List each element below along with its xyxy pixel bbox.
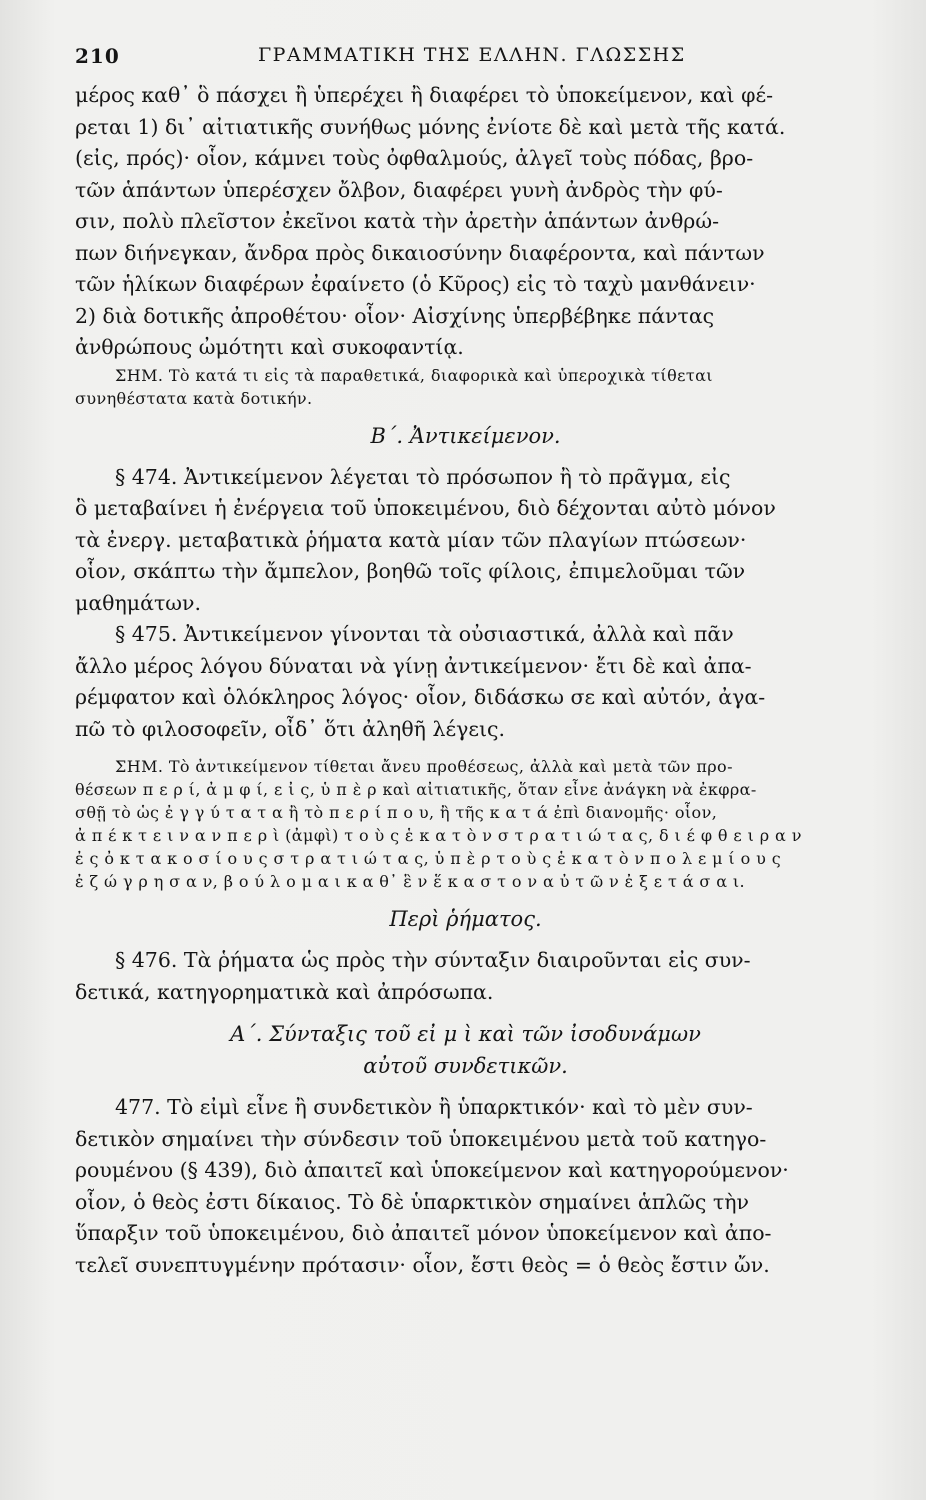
text-line: ὕπαρξιν τοῦ ὑποκειμένου, διὸ ἀπαιτεῖ μόνον ὑποκείμενον καὶ ἀπο- xyxy=(75,1221,772,1245)
note-block xyxy=(75,364,856,410)
text-line: πῶ τὸ φιλοσοφεῖν, οἶδ᾽ ὅτι ἀληθῆ λέγεις. xyxy=(75,716,505,741)
text-line: δετικὸν σημαίνει τὴν σύνδεσιν τοῦ ὑποκειμένου μετὰ τοῦ κατηγο- xyxy=(75,1126,767,1151)
text-line: 477. Τὸ εἰμὶ εἶνε ἢ συνδετικὸν ἢ ὑπαρκτικόν· καὶ τὸ μὲν συν- xyxy=(115,1095,753,1119)
text-line: τῶν ἁπάντων ὑπερέσχεν ὄλβον, διαφέρει γυνὴ ἀνδρὸς τὴν φύ- xyxy=(75,177,723,202)
text-line: ρέμφατον καὶ ὁλόκληρος λόγος· οἷον, διδάσκω σε καὶ αὐτόν, ἀγα- xyxy=(75,685,766,709)
note-line: ἀ π έ κ τ ε ι ν α ν π ε ρ ὶ (ἀμφὶ) τ ο ὺ ς ἑ κ α τ ὸ ν σ τ ρ α τ ι ώ τ α ς, δ ι έ φ θ ε ι ρ α ν xyxy=(75,826,802,845)
text-line: § 475. Ἀντικείμενον γίνονται τὰ οὐσιαστικά, ἀλλὰ καὶ πᾶν xyxy=(115,622,734,646)
subsection-heading: αὐτοῦ συνδετικῶν. xyxy=(363,1054,568,1078)
section-heading: Β΄. Ἀντικείμενον. xyxy=(370,423,561,448)
text-line: οἷον, σκάπτω τὴν ἄμπελον, βοηθῶ τοῖς φίλοις, ἐπιμελοῦμαι τῶν xyxy=(75,559,746,583)
text-line: ἀνθρώπους ὠμότητι καὶ συκοφαντίᾳ. xyxy=(75,335,464,359)
note-line: ΣΗΜ. Τὸ κατά τι εἰς τὰ παραθετικά, διαφορικὰ καὶ ὑπεροχικὰ τίθεται xyxy=(115,365,713,385)
paragraph-477 xyxy=(75,1092,856,1281)
text-line: ρουμένου (§ 439), διὸ ἀπαιτεῖ καὶ ὑποκείμενον καὶ κατηγορούμενον· xyxy=(75,1158,789,1182)
text-line: μέρος καθ᾽ ὃ πάσχει ἢ ὑπερέχει ἢ διαφέρει τὸ ὑποκείμενον, καὶ φέ- xyxy=(75,83,774,107)
running-head xyxy=(75,40,856,80)
text-line: 2) διὰ δοτικῆς ἀπροθέτου· οἷον· Αἰσχίνης ὑπερβέβηκε πάντας xyxy=(75,303,715,328)
text-line: δετικά, κατηγορηματικὰ καὶ ἀπρόσωπα. xyxy=(75,979,494,1004)
paragraph-continuation xyxy=(75,80,856,364)
paragraph-474-475 xyxy=(75,462,856,746)
text-line: ρεται 1) δι᾽ αἰτιατικῆς συνήθως μόνης ἐνίοτε δὲ καὶ μετὰ τῆς κατά. xyxy=(75,114,786,139)
text-line: § 476. Τὰ ῥήματα ὡς πρὸς τὴν σύνταξιν διαιροῦνται εἰς συν- xyxy=(115,948,751,972)
note-line: σθῇ τὸ ὡς ἐ γ γ ύ τ α τ α ἢ τὸ π ε ρ ί π ο υ, ἢ τῆς κ α τ ά ἐπὶ διανομῆς· οἷον, xyxy=(75,803,718,822)
note-block xyxy=(75,755,856,893)
text-line: οἷον, ὁ θεὸς ἐστι δίκαιος. Τὸ δὲ ὑπαρκτικὸν σημαίνει ἁπλῶς τὴν xyxy=(75,1189,749,1214)
paragraph-476 xyxy=(75,945,856,1008)
note-line: ἐ ς ὀ κ τ α κ ο σ ί ο υ ς σ τ ρ α τ ι ώ τ α ς, ὑ π ὲ ρ τ ο ὺ ς ἑ κ α τ ὸ ν π ο λ ε μ ί ο υ ς xyxy=(75,849,782,868)
text-line: ἄλλο μέρος λόγου δύναται νὰ γίνῃ ἀντικείμενον· ἔτι δὲ καὶ ἀπα- xyxy=(75,653,752,678)
note-line: θέσεων π ε ρ ί, ἀ μ φ ί, ε ἰ ς, ὑ π ὲ ρ καὶ αἰτιατικῆς, ὅταν εἶνε ἀνάγκη νὰ ἐκφρα- xyxy=(75,780,757,799)
text-line: μαθημάτων. xyxy=(75,590,201,615)
note-line: ΣΗΜ. Τὸ ἀντικείμενον τίθεται ἄνευ προθέσεως, ἀλλὰ καὶ μετὰ τῶν προ- xyxy=(115,757,733,776)
page-number: 210 xyxy=(75,44,120,68)
subsection-heading: Α΄. Σύνταξις τοῦ εἰ μ ὶ καὶ τῶν ἰσοδυνάμων xyxy=(230,1022,701,1046)
text-line: (εἰς, πρός)· οἷον, κάμνει τοὺς ὀφθαλμούς, ἀλγεῖ τοὺς πόδας, βρο- xyxy=(75,146,754,170)
note-line: ἐ ζ ώ γ ρ η σ α ν, β ο ύ λ ο μ α ι κ α θ᾽ ἓ ν ἕ κ α σ τ ο ν α ὐ τ ῶ ν ἐ ξ ε τ ά σ α ι. xyxy=(75,872,746,891)
text-line: § 474. Ἀντικείμενον λέγεται τὸ πρόσωπον ἢ τὸ πρᾶγμα, εἰς xyxy=(115,464,731,489)
text-line: τῶν ἡλίκων διαφέρων ἐφαίνετο (ὁ Κῦρος) εἰς τὸ ταχὺ μανθάνειν· xyxy=(75,272,756,296)
text-line: ὃ μεταβαίνει ἡ ἐνέργεια τοῦ ὑποκειμένου, διὸ δέχονται αὐτὸ μόνον xyxy=(75,496,776,520)
running-title: ΓΡΑΜΜΑΤΙΚΗ ΤΗΣ ΕΛΛΗΝ. ΓΛΩΣΣΗΣ xyxy=(258,44,686,66)
text-line: τὰ ἐνεργ. μεταβατικὰ ῥήματα κατὰ μίαν τῶν πλαγίων πτώσεων· xyxy=(75,527,747,552)
section-heading: Περὶ ῥήματος. xyxy=(389,907,542,931)
text-line: σιν, πολὺ πλεῖστον ἐκεῖνοι κατὰ τὴν ἀρετὴν ἁπάντων ἀνθρώ- xyxy=(75,209,719,233)
text-line: τελεῖ συνεπτυγμένην πρότασιν· οἷον, ἔστι θεὸς = ὁ θεὸς ἔστιν ὤν. xyxy=(75,1252,770,1277)
text-line: πων διήνεγκαν, ἄνδρα πρὸς δικαιοσύνην διαφέροντα, καὶ πάντων xyxy=(75,240,765,265)
note-line: συνηθέστατα κατὰ δοτικήν. xyxy=(75,388,313,408)
